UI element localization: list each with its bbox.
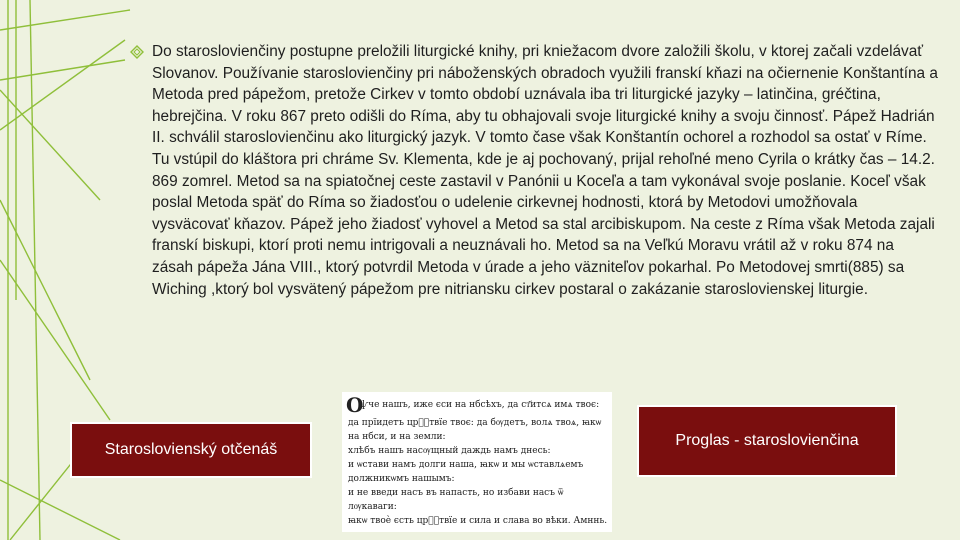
- prayer-line: хлѣбъ нашъ насѹщный даждь намъ днесь:: [348, 446, 551, 456]
- prayer-line: и ѡстави намъ долги наша, ꙗкѡ и мы ѡставлѧемъ: [348, 460, 584, 470]
- body-text: Do staroslovienčiny postupne preložili liturgické knihy, pri kniežacom dvore založili školu, v ktorej začali vzdelávať Slovanov. Používanie staroslovienčiny pri náboženských obradoch využili franskí kňazi na očiernenie Konštantína a Metoda pred pápežom, pretože Cirkev v tomto období uznávala iba tri liturgické jazyky – latinčina, gréčtina, hebrejčina. V roku 867 preto odišli do Ríma, aby tu obhajovali svoje liturgické knihy a svoju činnosť. Pápež Hadrián II. schválil staroslovienčinu ako liturgický jazyk. V tomto čase však Konštantín ochorel a rozhodol sa ostať v Ríme. Tu vstúpil do kláštora pri chráme Sv. Klementa, kde je aj pochovaný, prijal rehoľné meno Cyrila o krátky čas – 14.2. 869 zomrel. Metod sa na spiatočnej ceste zastavil v Panónii u Koceľa a tam vykonával svoje poslanie. Koceľ však poslal Metoda späť do Ríma so žiadosťou o udelenie cirkevnej hodnosti, ktorá by Metodovi umožňovala vysväcovať kňazov. Pápež jeho žiadosť vyhovel a Metod sa stal arcibiskupom. Na ceste z Ríma však Metoda zajali franskí biskupi, ktorí proti nemu intrigovali a neuznávali ho. Metod sa na Veľkú Moravu vrátil až v roku 874 na zásah pápeža Jána VIII., ktorý potvrdil Metoda v úrade a jeho väzniteľov pokarhal. Po Metodovej smrti(885) sa Wiching ,ktorý bol vysvätený pápežom pre nitriansku cirkev postaral o zakázanie staroslovienskej liturgie.: [152, 43, 938, 298]
- right-button-label: Proglas - staroslovienčina: [675, 432, 859, 449]
- prayer-image: [342, 392, 612, 532]
- prayer-line: лѹкаваги:: [348, 502, 397, 512]
- prayer-line: ѱче нашъ, иже єси на нбсѣхъ, да ст҃итсѧ имѧ твоє:: [360, 400, 600, 410]
- diamond-outline-icon: [130, 45, 144, 59]
- prayer-line: на нбси, и на земли:: [348, 432, 446, 442]
- prayer-line: и не введи насъ въ напасть, но избави насъ ѿ: [348, 488, 564, 498]
- prayer-line: должникѡмъ нашымъ:: [348, 474, 455, 484]
- bullet-paragraph: [130, 41, 938, 300]
- left-button-label: Staroslovienský otčenáš: [104, 441, 278, 458]
- prayer-initial: О: [346, 393, 364, 417]
- staroslovensky-otcenas-button[interactable]: [70, 422, 312, 478]
- prayer-line: да прїидетъ црⷭ҇твїе твоє: да бѹдетъ, волѧ твоѧ, ꙗкѡ: [348, 418, 602, 428]
- proglas-button[interactable]: [637, 405, 897, 477]
- prayer-line: ꙗкѡ твоѐ єсть црⷭ҇твїе и сила и слава во вѣки. Амннь.: [348, 516, 608, 526]
